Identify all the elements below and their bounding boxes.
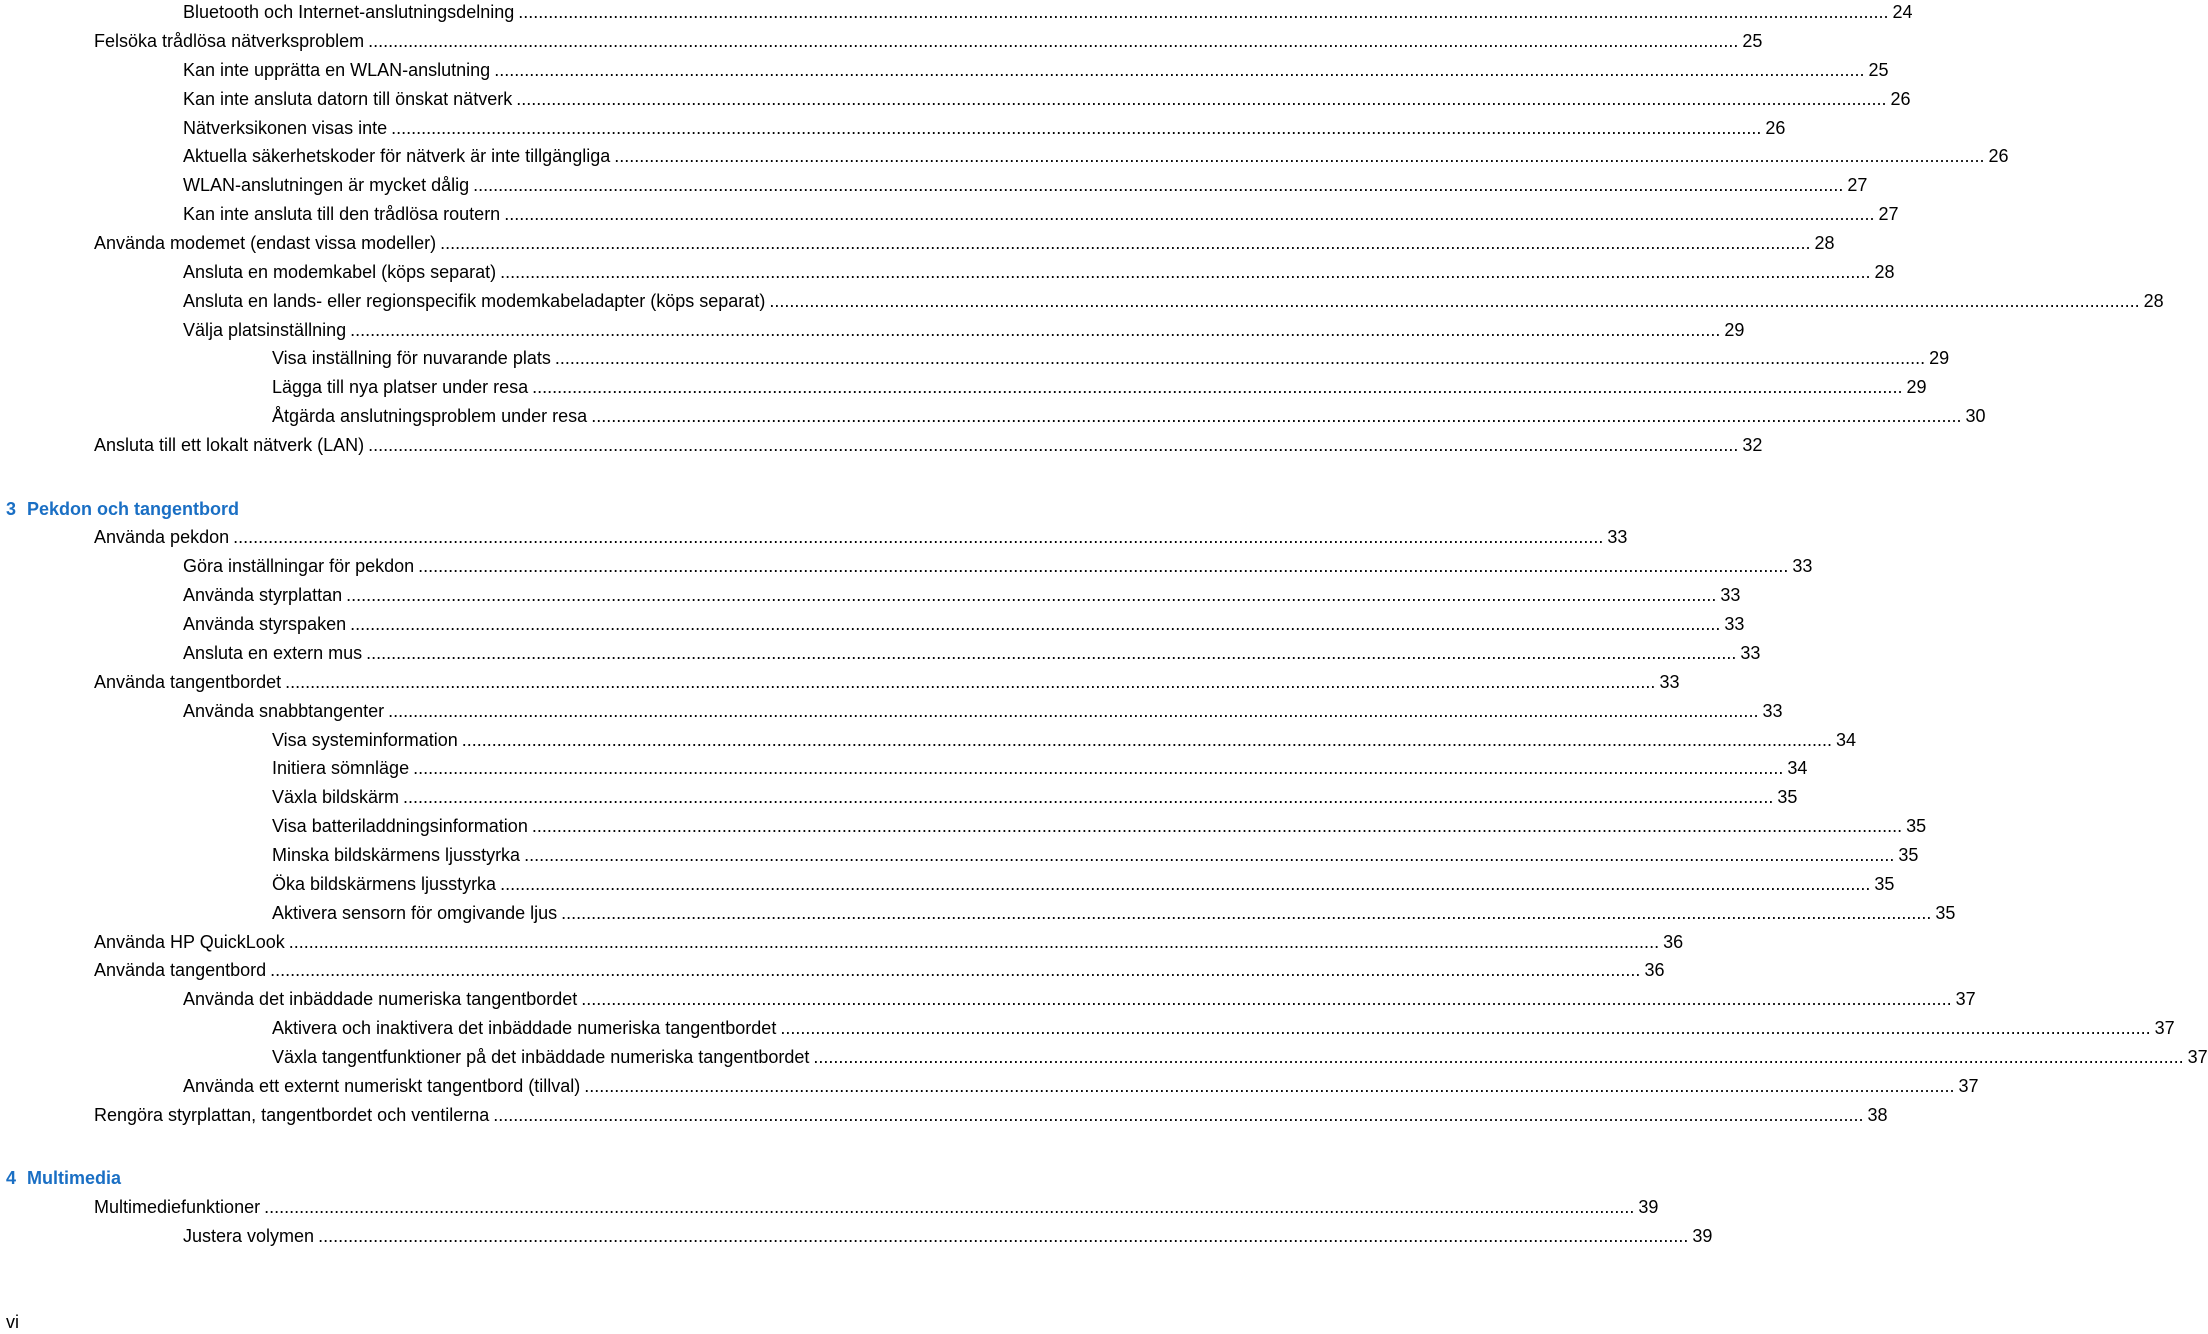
toc-entry[interactable] xyxy=(94,958,1665,982)
toc-entry[interactable] xyxy=(94,1195,1659,1219)
toc-entry[interactable] xyxy=(272,785,1798,809)
toc-entry[interactable] xyxy=(183,987,1976,1011)
chapter-title: Pekdon och tangentbord xyxy=(27,498,240,519)
toc-entry[interactable] xyxy=(94,525,1628,549)
dot-leader: .................................................................................................................................................................................................................................................................................. xyxy=(318,1226,1689,1246)
toc-entry-title: Välja platsinställning xyxy=(183,319,347,340)
dot-leader: .................................................................................................................................................................................................................................................................................. xyxy=(494,59,1865,80)
toc-entry[interactable] xyxy=(183,116,1786,140)
toc-entry[interactable] xyxy=(183,554,1813,578)
toc-entry-title: Använda styrplattan xyxy=(183,585,343,606)
dot-leader: .................................................................................................................................................................................................................................................................................. xyxy=(368,30,1739,51)
toc-entry-title: Visa systeminformation xyxy=(272,729,458,750)
dot-leader: .................................................................................................................................................................................................................................................................................. xyxy=(368,435,1739,456)
toc-entry[interactable] xyxy=(94,1103,1888,1127)
toc-entry-title: Kan inte ansluta datorn till önskat nätverk xyxy=(183,88,513,109)
toc-entry-title: Rengöra styrplattan, tangentbordet och ventilerna xyxy=(94,1104,490,1125)
dot-leader: .................................................................................................................................................................................................................................................................................. xyxy=(285,671,1656,692)
toc-entry[interactable] xyxy=(183,583,1741,607)
toc-entry-page: 37 xyxy=(2187,1047,2208,1067)
toc-entry-page: 30 xyxy=(1965,406,1986,427)
toc-entry[interactable] xyxy=(272,843,1919,867)
toc-entry-page: 24 xyxy=(1892,2,1913,22)
toc-entry-title: Växla tangentfunktioner på det inbäddade numeriska tangentbordet xyxy=(272,1047,810,1067)
toc-entry-page: 35 xyxy=(1874,873,1895,894)
dot-leader: .................................................................................................................................................................................................................................................................................. xyxy=(350,614,1721,634)
dot-leader: .................................................................................................................................................................................................................................................................................. xyxy=(518,2,1889,22)
toc-entry-title: Bluetooth och Internet-anslutningsdelning xyxy=(183,2,515,22)
dot-leader: .................................................................................................................................................................................................................................................................................. xyxy=(346,585,1717,606)
toc-entry-title: Multimediefunktioner xyxy=(94,1197,261,1218)
toc-entry-page: 34 xyxy=(1836,729,1857,750)
toc-entry-page: 33 xyxy=(1724,614,1745,634)
toc-entry-page: 36 xyxy=(1644,960,1665,981)
toc-entry[interactable] xyxy=(272,728,1857,752)
dot-leader: .................................................................................................................................................................................................................................................................................. xyxy=(813,1047,2184,1067)
toc-entry-title: Göra inställningar för pekdon xyxy=(183,556,415,577)
toc-entry-page: 28 xyxy=(1814,233,1835,253)
dot-leader: .................................................................................................................................................................................................................................................................................. xyxy=(461,729,1833,750)
toc-entry[interactable] xyxy=(94,29,1763,53)
dot-leader: .................................................................................................................................................................................................................................................................................. xyxy=(780,1018,2151,1039)
dot-leader: .................................................................................................................................................................................................................................................................................. xyxy=(493,1104,1864,1125)
toc-entry-title: Ansluta en lands- eller regionspecifik modemkabeladapter (köps separat) xyxy=(183,290,766,311)
toc-entry-page: 33 xyxy=(1792,556,1813,577)
toc-entry-page: 29 xyxy=(1906,377,1927,398)
toc-entry-page: 26 xyxy=(1890,88,1911,109)
toc-entry-page: 33 xyxy=(1720,585,1741,606)
chapter-title: Multimedia xyxy=(27,1168,122,1189)
toc-entry-title: Använda pekdon xyxy=(94,527,230,548)
dot-leader: .................................................................................................................................................................................................................................................................................. xyxy=(413,758,1784,779)
toc-entry-title: Ansluta en extern mus xyxy=(183,642,363,663)
toc-entry[interactable] xyxy=(272,375,1927,399)
toc-entry-title: Åtgärda anslutningsproblem under resa xyxy=(272,406,588,427)
toc-entry-title: Använda det inbäddade numeriska tangentbordet xyxy=(183,989,578,1010)
toc-entry-page: 28 xyxy=(1874,261,1895,282)
toc-entry-page: 25 xyxy=(1742,30,1763,51)
chapter-number: 4 xyxy=(6,1168,17,1189)
page-number: vi xyxy=(6,1312,19,1332)
toc-entry-title: Kan inte ansluta till den trådlösa routern xyxy=(183,204,501,225)
toc-entry-page: 39 xyxy=(1638,1197,1659,1218)
toc-entry-title: Visa batteriladdningsinformation xyxy=(272,816,528,837)
toc-entry-title: Öka bildskärmens ljusstyrka xyxy=(272,873,497,894)
toc-entry-title: WLAN-anslutningen är mycket dålig xyxy=(183,175,470,196)
toc-entry-page: 35 xyxy=(1935,902,1956,923)
toc-entry-title: Nätverksikonen visas inte xyxy=(183,117,388,138)
toc-entry[interactable] xyxy=(183,612,1745,636)
toc-entry[interactable] xyxy=(183,144,2009,168)
toc-entry-page: 39 xyxy=(1692,1226,1713,1246)
dot-leader: .................................................................................................................................................................................................................................................................................. xyxy=(591,406,1962,427)
toc-entry-page: 26 xyxy=(1765,117,1786,138)
dot-leader: .................................................................................................................................................................................................................................................................................. xyxy=(500,261,1871,282)
toc-entry-page: 33 xyxy=(1762,700,1783,721)
dot-leader: .................................................................................................................................................................................................................................................................................. xyxy=(418,556,1789,577)
toc-entry-title: Aktivera och inaktivera det inbäddade numeriska tangentbordet xyxy=(272,1018,777,1039)
toc-entry[interactable] xyxy=(183,1074,1979,1098)
toc-entry[interactable] xyxy=(183,289,2164,313)
toc-entry-page: 37 xyxy=(2154,1018,2175,1039)
toc-entry[interactable] xyxy=(183,1224,1713,1248)
toc-entry-page: 27 xyxy=(1878,204,1899,225)
toc-entry-title: Visa inställning för nuvarande plats xyxy=(272,348,551,369)
dot-leader: .................................................................................................................................................................................................................................................................................. xyxy=(614,146,1985,167)
toc-entry[interactable] xyxy=(272,901,1956,925)
toc-entry-page: 26 xyxy=(1988,146,2009,167)
toc-entry-page: 38 xyxy=(1867,1104,1888,1125)
toc-entry[interactable] xyxy=(272,346,1950,370)
toc-entry[interactable] xyxy=(272,404,1986,428)
toc-entry[interactable] xyxy=(183,58,1889,82)
toc-entry-page: 35 xyxy=(1906,816,1927,837)
dot-leader: .................................................................................................................................................................................................................................................................................. xyxy=(504,204,1875,225)
toc-entry-title: Använda tangentbord xyxy=(94,960,267,981)
dot-leader: .................................................................................................................................................................................................................................................................................. xyxy=(388,700,1759,721)
dot-leader: .................................................................................................................................................................................................................................................................................. xyxy=(554,348,1926,369)
toc-entry-title: Använda snabbtangenter xyxy=(183,700,385,721)
toc-entry-title: Felsöka trådlösa nätverksproblem xyxy=(94,30,365,51)
toc-entry[interactable] xyxy=(272,756,1808,780)
toc-entry[interactable] xyxy=(94,433,1763,457)
chapter-heading[interactable] xyxy=(6,497,239,521)
toc-entry-title: Aktivera sensorn för omgivande ljus xyxy=(272,902,558,923)
toc-entry-page: 36 xyxy=(1663,931,1684,952)
dot-leader: .................................................................................................................................................................................................................................................................................. xyxy=(350,319,1721,340)
dot-leader: .................................................................................................................................................................................................................................................................................. xyxy=(561,902,1932,923)
toc-entry[interactable] xyxy=(94,231,1835,255)
toc-entry-title: Kan inte upprätta en WLAN-anslutning xyxy=(183,59,491,80)
dot-leader: .................................................................................................................................................................................................................................................................................. xyxy=(769,290,2140,311)
toc-entry-page: 37 xyxy=(1958,1075,1979,1096)
dot-leader: .................................................................................................................................................................................................................................................................................. xyxy=(524,845,1895,865)
toc-entry-page: 28 xyxy=(2143,290,2164,311)
dot-leader: .................................................................................................................................................................................................................................................................................. xyxy=(270,960,1641,981)
toc-entry-title: Aktuella säkerhetskoder för nätverk är inte tillgängliga xyxy=(183,146,611,167)
toc-entry-title: Justera volymen xyxy=(183,1226,315,1246)
toc-entry-title: Minska bildskärmens ljusstyrka xyxy=(272,845,521,865)
dot-leader: .................................................................................................................................................................................................................................................................................. xyxy=(264,1197,1635,1218)
toc-entry[interactable] xyxy=(272,1045,2208,1069)
toc-entry-page: 25 xyxy=(1868,59,1889,80)
toc-entry[interactable] xyxy=(183,699,1783,723)
dot-leader: .................................................................................................................................................................................................................................................................................. xyxy=(500,873,1871,894)
toc-entry[interactable] xyxy=(272,1016,2175,1040)
toc-entry[interactable] xyxy=(272,872,1895,896)
toc-entry-title: Initiera sömnläge xyxy=(272,758,410,779)
toc-entry[interactable] xyxy=(94,670,1680,694)
toc-entry-page: 37 xyxy=(1955,989,1976,1010)
dot-leader: .................................................................................................................................................................................................................................................................................. xyxy=(233,527,1604,548)
toc-entry-page: 35 xyxy=(1898,845,1919,865)
toc-entry-page: 32 xyxy=(1742,435,1763,456)
toc-entry-page: 33 xyxy=(1659,671,1680,692)
toc-entry[interactable] xyxy=(183,0,1913,24)
dot-leader: .................................................................................................................................................................................................................................................................................. xyxy=(366,642,1737,663)
toc-entry-title: Använda modemet (endast vissa modeller) xyxy=(94,233,437,253)
toc-entry-title: Ansluta till ett lokalt nätverk (LAN) xyxy=(94,435,365,456)
toc-entry-page: 29 xyxy=(1724,319,1745,340)
toc-entry[interactable] xyxy=(183,87,1911,111)
dot-leader: .................................................................................................................................................................................................................................................................................. xyxy=(531,816,1903,837)
toc-entry-page: 27 xyxy=(1847,175,1868,196)
dot-leader: .................................................................................................................................................................................................................................................................................. xyxy=(532,377,1903,398)
toc-entry[interactable] xyxy=(183,202,1899,226)
chapter-heading[interactable] xyxy=(6,1166,121,1190)
toc-entry[interactable] xyxy=(94,930,1684,954)
toc-entry-page: 29 xyxy=(1929,348,1950,369)
toc-entry[interactable] xyxy=(183,641,1761,665)
chapter-number: 3 xyxy=(6,498,17,519)
toc-entry-page: 35 xyxy=(1777,787,1798,808)
dot-leader: .................................................................................................................................................................................................................................................................................. xyxy=(288,931,1660,952)
toc-entry-title: Växla bildskärm xyxy=(272,787,400,808)
dot-leader: .................................................................................................................................................................................................................................................................................. xyxy=(581,989,1952,1010)
dot-leader: .................................................................................................................................................................................................................................................................................. xyxy=(391,117,1762,138)
dot-leader: .................................................................................................................................................................................................................................................................................. xyxy=(584,1075,1955,1096)
dot-leader: .................................................................................................................................................................................................................................................................................. xyxy=(440,233,1811,253)
toc-entry[interactable] xyxy=(272,814,1927,838)
toc-entry[interactable] xyxy=(183,318,1745,342)
toc-entry-title: Ansluta en modemkabel (köps separat) xyxy=(183,261,497,282)
dot-leader: .................................................................................................................................................................................................................................................................................. xyxy=(516,88,1887,109)
toc-entry-title: Använda HP QuickLook xyxy=(94,931,285,952)
toc-entry-title: Lägga till nya platser under resa xyxy=(272,377,529,398)
toc-entry-title: Använda ett externt numeriskt tangentbord (tillval) xyxy=(183,1075,581,1096)
dot-leader: .................................................................................................................................................................................................................................................................................. xyxy=(403,787,1774,808)
toc-entry-page: 33 xyxy=(1740,642,1761,663)
toc-entry-page: 34 xyxy=(1787,758,1808,779)
toc-entry-page: 33 xyxy=(1607,527,1628,548)
toc-entry-title: Använda tangentbordet xyxy=(94,671,282,692)
toc-entry[interactable] xyxy=(183,260,1895,284)
toc-entry[interactable] xyxy=(183,173,1868,197)
dot-leader: .................................................................................................................................................................................................................................................................................. xyxy=(473,175,1844,196)
toc-entry-title: Använda styrspaken xyxy=(183,614,347,634)
